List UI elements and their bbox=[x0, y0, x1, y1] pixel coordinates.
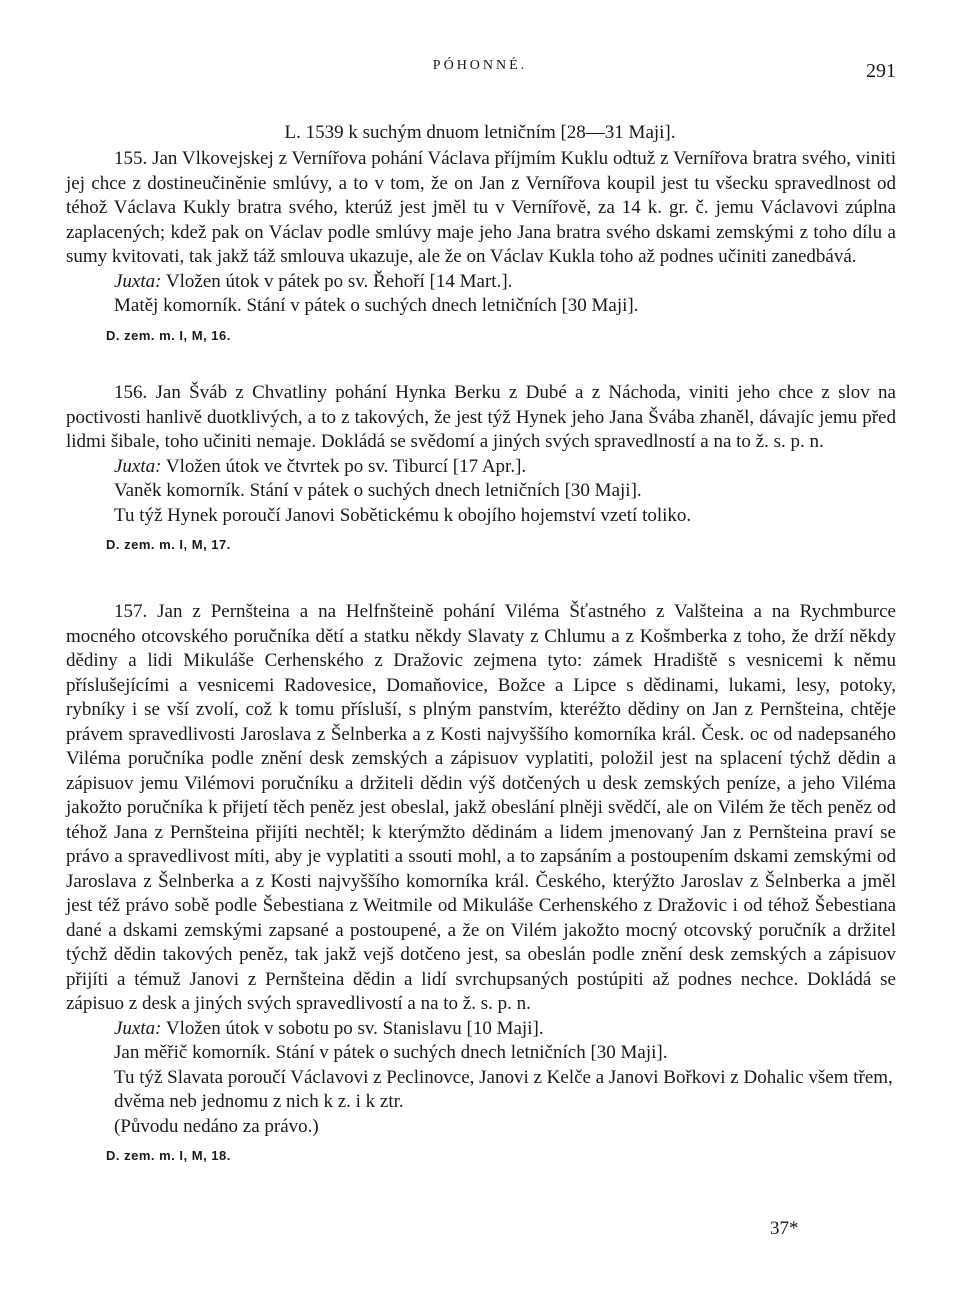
entry-157 bbox=[66, 600, 896, 1169]
source-reference: D. zem. m. I, M, 16. bbox=[106, 327, 231, 343]
entry-note: (Původu nedáno za právo.) bbox=[114, 1115, 319, 1137]
juxta-label: Juxta: bbox=[114, 1017, 162, 1039]
header-title: PÓHONNÉ. bbox=[432, 58, 528, 73]
juxta-text: Vložen útok ve čtvrtek po sv. Tiburcí [17 Apr.]. bbox=[161, 455, 527, 477]
juxta-text: Vložen útok v pátek po sv. Řehoří [14 Mart.]. bbox=[161, 270, 513, 292]
juxta-label: Juxta: bbox=[114, 455, 162, 477]
entry-text: 156. Jan Šváb z Chvatliny pohání Hynka Berku z Dubé a z Náchoda, viniti jeho chce z slov na poctivosti hanlivě duotklivých, a to z takových, že jest týž Hynek jeho Jana Švába zhaněl, dávajíc jemu před lidmi šibale, toho učiniti nemaje. Dokládá se svědomí a jiných svých spravedlností a na to ž. s. p. n. bbox=[66, 382, 896, 452]
entry-text: 155. Jan Vlkovejskej z Vernířova pohání Václava příjmím Kuklu odtuž z Vernířova bratra svého, viniti jej chce z dostineučiněnie smlúvy, a to v tom, že on Jan z Vernířova koupil jest tu všecku spravedlnost od téhož Václava Kukly bratra svého, kterúž jest jměl tu v Vernířově, za 14 k. gr. č. jemu Václavovi zúplna zaplacených; kdež pak on Václav podle smlúvy maje jeho Jana bratra svého dskami zemskými z toho dílu a sumy kvitovati, tak jakž táž smlouva ukazuje, ale že on Václav Kukla toho až podnes učiniti zanedbává. bbox=[66, 148, 896, 267]
juxta-line bbox=[66, 455, 896, 480]
juxta-text: Vložen útok v sobotu po sv. Stanislavu [10 Maji]. bbox=[161, 1017, 544, 1039]
entry-note: Tu týž Hynek poroučí Janovi Sobětickému k obojího hojemství vzetí toliko. bbox=[114, 504, 692, 526]
source-reference: D. zem. m. I, M, 17. bbox=[106, 537, 231, 552]
entry-155 bbox=[66, 147, 896, 348]
entry-156 bbox=[66, 381, 896, 558]
entry-text: 157. Jan z Pernšteina a na Helfnšteině pohání Viléma Šťastného z Valšteina a na Rychmburce mocného otcovského poručníka dětí a statku někdy Slavaty z Chlumu a z Košmberka z toho, že drží někdy dědiny a lidi Mikuláše Cerhenského z Dražovic zejmena tyto: zámek Hradiště s vesnicemi k němu příslušejícími a vesnicemi Radovesice, Domaňovice, Božce a Lipce s dědinami, lukami, lesy, potoky, rybníky i se vší zvolí, což k tomu přísluší, s plným panstvím, kteréžto dědiny on Jan z Pernšteina, chtěje právem spravedlivosti Jaroslava z Šelnberka a z Kosti najvyššího komorníka král. Česk. oc od nadepsaného Viléma poručníka podle znění desk zemských a zápisuov vyplatiti, položil jest na splacení týchž dědin a zápisuov jemu Vilémovi poručníku a držiteli dědin výš dotčených u desk zemských peníze, a jeho Viléma jakožto poručníka k přijetí těch peněz jest obeslal, jakž obeslání plněji svědčí, ale on Vilém že těch peněz od téhož Jana z Pernšteina přijíti nechtěl; k kterýmžto dědinám a lidem jmenovaný Jan z Pernšteina praví se právo a spravedlivost míti, aby je vyplatiti a ssouti mohl, a to zapsáním a postoupením dskami zemskými od Jaroslava z Šelnberka a z Kosti najvyššího komorníka král. Českého, kterýžto Jaroslav z Šelnberka a jměl jest též právo sobě podle Šebestiana z Weitmile od Mikuláše Cerhenského z Dražovic i od téhož Šebestiana dané a dskami zemskými zapsané a postoupené, a že on Vilém jakožto mocný otcovský poručník a držitel týchž dědin takových peněz, tak jakž vejš dotčeno jest, sa obeslán podle znění desk zemských a zápisuov přijíti a témuž Janovi z Pernšteina dědin a lidí svrchupsaných postúpiti až podnes nechce. Dokládá se zápisuo z desk a jiných svých spravedlivostí a na to ž. s. p. n. bbox=[66, 601, 896, 1014]
entry-note: Tu týž Slavata poroučí Václavovi z Peclinovce, Janovi z Kelče a Janovi Bořkovi z Dohalic všem třem, dvěma neb jednomu z nich k z. i k ztr. bbox=[114, 1066, 893, 1112]
juxta-line bbox=[66, 270, 896, 295]
folio-mark: 37* bbox=[770, 1218, 799, 1239]
entry-note: Vaněk komorník. Stání v pátek o suchých dnech letničních [30 Maji]. bbox=[114, 480, 642, 501]
source-reference: D. zem. m. I, M, 18. bbox=[106, 1148, 231, 1163]
entry-note: Matěj komorník. Stání v pátek o suchých dnech letničních [30 Maji]. bbox=[114, 295, 639, 316]
page-number: 291 bbox=[866, 60, 896, 82]
entry-note: Jan měřič komorník. Stání v pátek o suchých dnech letničních [30 Maji]. bbox=[114, 1042, 668, 1063]
juxta-label: Juxta: bbox=[114, 270, 162, 292]
section-heading: L. 1539 k suchým dnuom letničním [28—31 Maji]. bbox=[284, 122, 676, 143]
juxta-line bbox=[66, 1017, 896, 1042]
